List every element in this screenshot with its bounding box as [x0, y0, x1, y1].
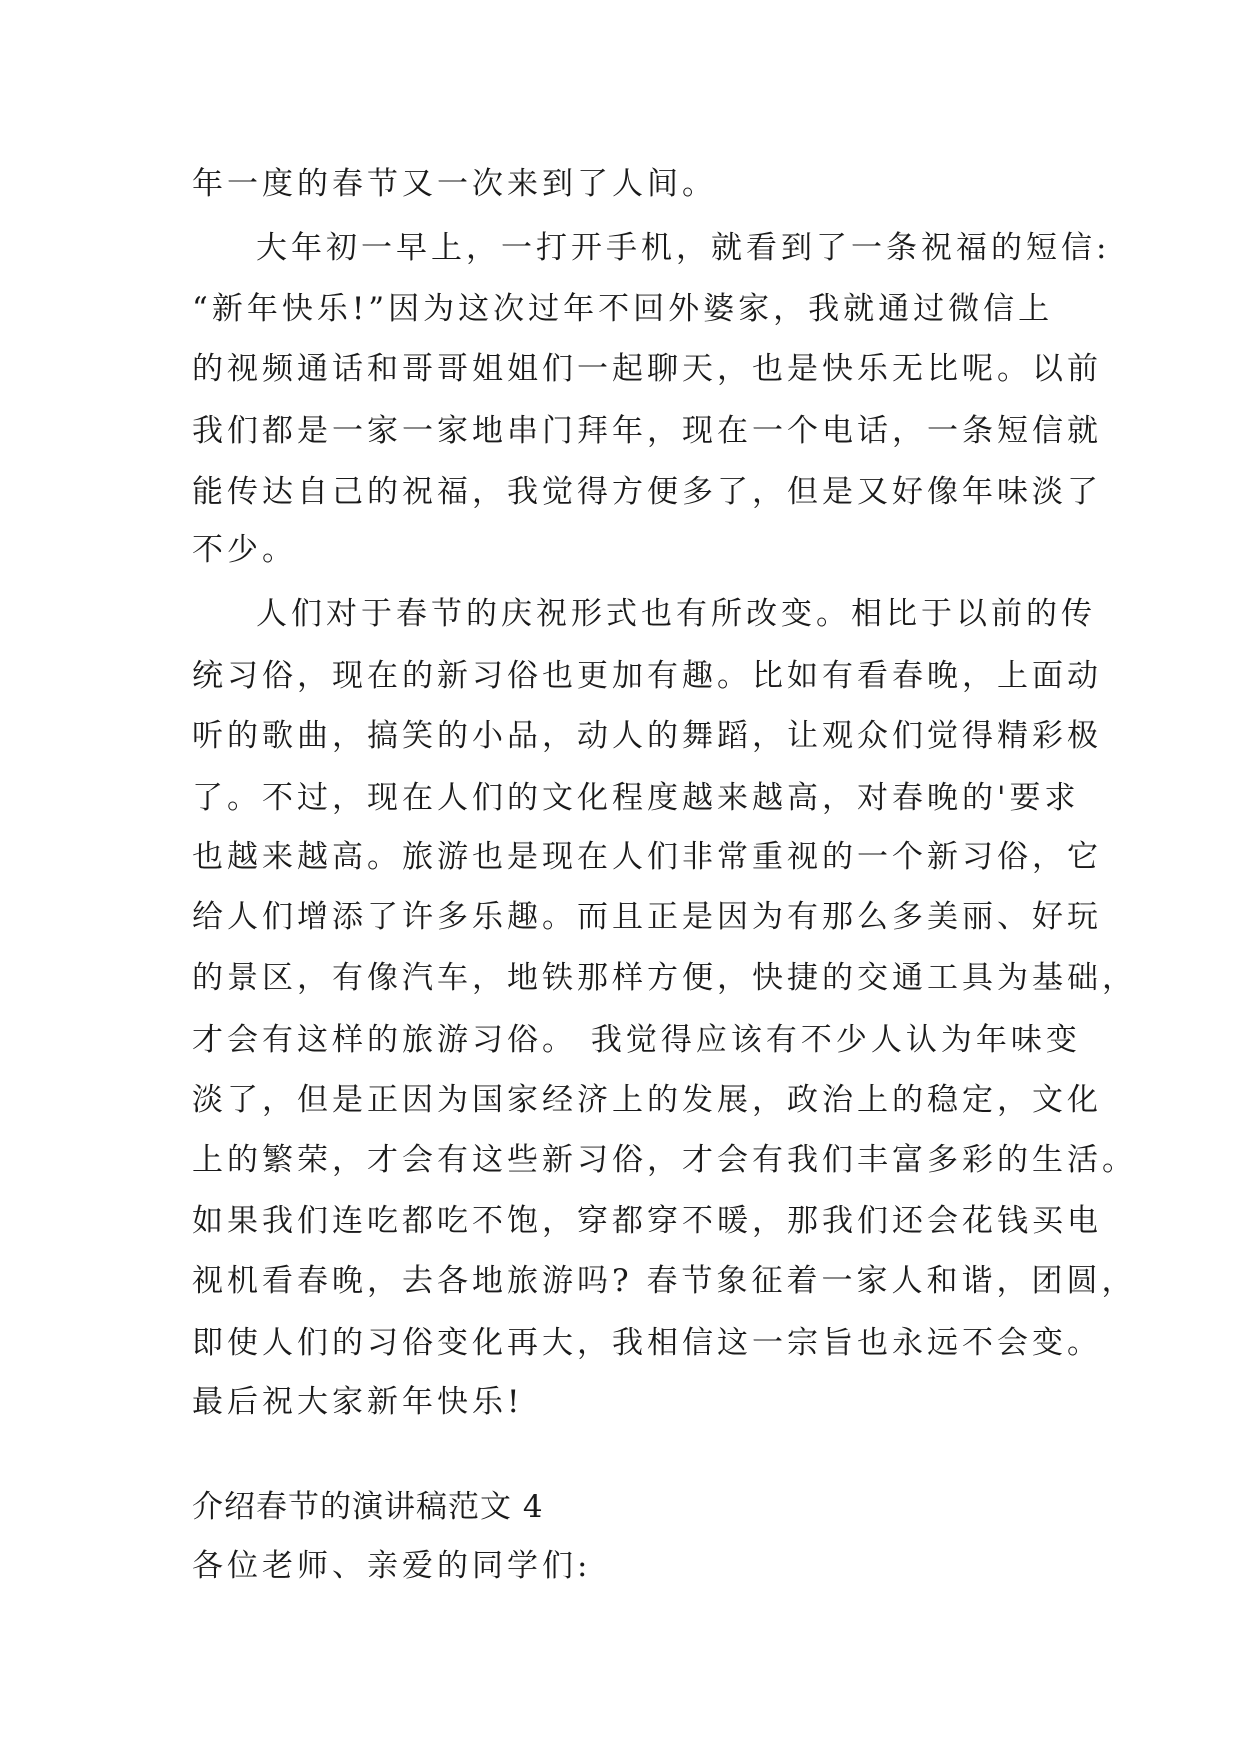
- paragraph-line: 统习俗，现在的新习俗也更加有趣。比如有看春晚，上面动: [192, 658, 1102, 694]
- paragraph-line: 视机看春晚，去各地旅游吗? 春节象征着一家人和谐，团圆，: [192, 1263, 1137, 1299]
- paragraph-line: 也越来越高。旅游也是现在人们非常重视的一个新习俗，它: [192, 839, 1102, 875]
- paragraph-line: 给人们增添了许多乐趣。而且正是因为有那么多美丽、好玩: [192, 899, 1102, 935]
- paragraph-line: “新年快乐!”因为这次过年不回外婆家，我就通过微信上: [192, 291, 1054, 327]
- paragraph-line: 最后祝大家新年快乐!: [192, 1384, 524, 1420]
- paragraph-line: 大年初一早上，一打开手机，就看到了一条祝福的短信:: [256, 230, 1111, 266]
- paragraph-line: 上的繁荣，才会有这些新习俗，才会有我们丰富多彩的生活。: [192, 1142, 1137, 1178]
- paragraph-line: 年一度的春节又一次来到了人间。: [192, 166, 717, 202]
- paragraph-line: 我们都是一家一家地串门拜年，现在一个电话，一条短信就: [192, 413, 1102, 449]
- paragraph-line: 淡了，但是正因为国家经济上的发展，政治上的稳定，文化: [192, 1082, 1102, 1118]
- paragraph-line: 如果我们连吃都吃不饱，穿都穿不暖，那我们还会花钱买电: [192, 1203, 1102, 1239]
- section-title: 介绍春节的演讲稿范文 4: [192, 1489, 544, 1525]
- paragraph-line: 不少。: [192, 532, 297, 568]
- paragraph-line: 人们对于春节的庆祝形式也有所改变。相比于以前的传: [256, 596, 1096, 632]
- paragraph-line: 才会有这样的旅游习俗。 我觉得应该有不少人认为年味变: [192, 1022, 1081, 1058]
- salutation: 各位老师、亲爱的同学们:: [192, 1548, 592, 1584]
- paragraph-line: 即使人们的习俗变化再大，我相信这一宗旨也永远不会变。: [192, 1325, 1102, 1361]
- paragraph-line: 能传达自己的祝福，我觉得方便多了，但是又好像年味淡了: [192, 474, 1102, 510]
- paragraph-line: 了。不过，现在人们的文化程度越来越高，对春晚的'要求: [192, 780, 1080, 816]
- paragraph-line: 听的歌曲，搞笑的小品，动人的舞蹈，让观众们觉得精彩极: [192, 718, 1102, 754]
- paragraph-line: 的视频通话和哥哥姐姐们一起聊天，也是快乐无比呢。以前: [192, 351, 1102, 387]
- paragraph-line: 的景区，有像汽车，地铁那样方便，快捷的交通工具为基础，: [192, 960, 1137, 996]
